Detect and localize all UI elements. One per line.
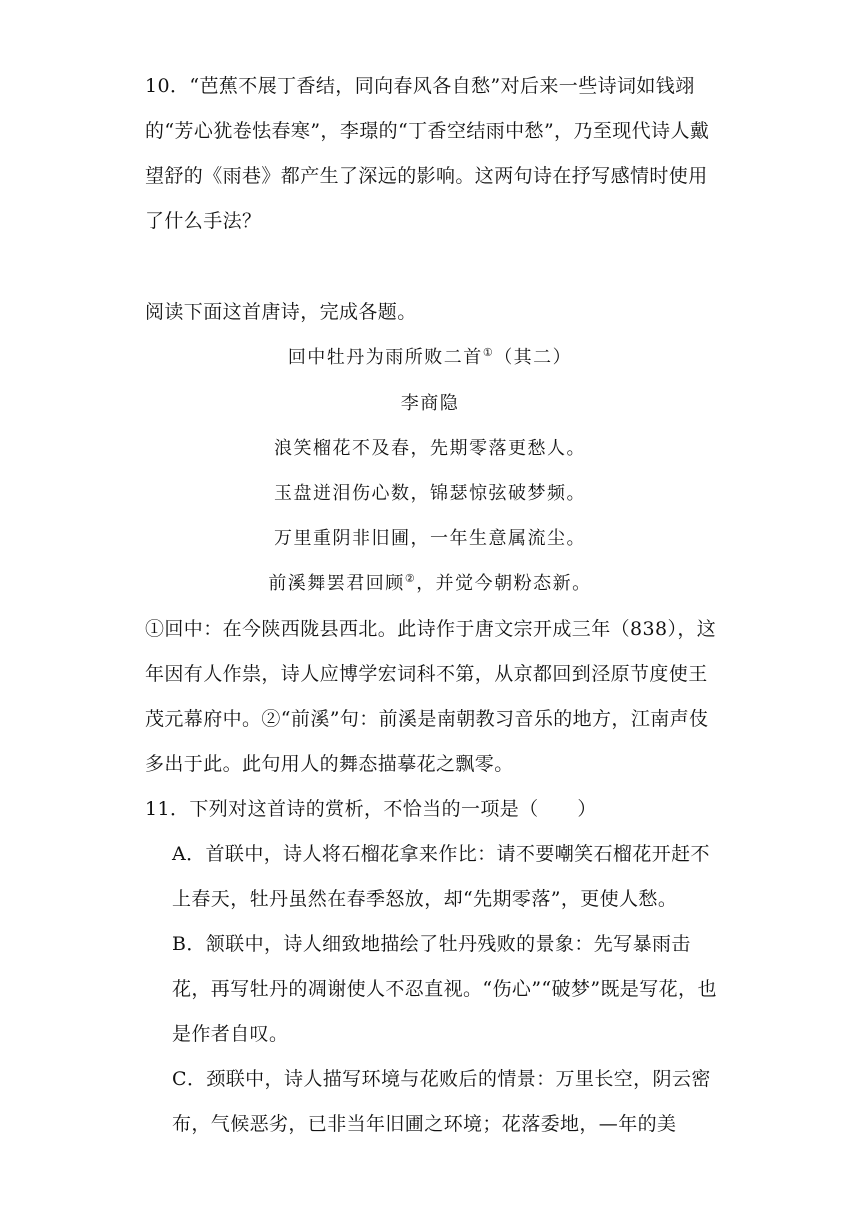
poem-line-3: 万里重阴非旧圃，一年生意属流尘。: [274, 528, 586, 549]
poem-author: 李商隐: [400, 393, 460, 414]
question-10: 10．“芭蕉不展丁香结，同向春风各自愁”对后来一些诗词如钱翊的“芳心犹卷怯春寒”，李璟的“丁香空结雨中愁”，乃至现代诗人戴望舒的《雨巷》都产生了深远的影响。这两句诗在抒写感情时使用了什么手法？: [145, 75, 710, 232]
question-11-option-a: A．首联中，诗人将石榴花拿来作比：请不要嘲笑石榴花开赶不上春天，牡丹虽然在春季怒放，却“先期零落”，更使人愁。: [172, 843, 710, 910]
poem-title-suffix: （其二）: [494, 347, 573, 368]
poem-line-1: 浪笑榴花不及春，先期零落更愁人。: [274, 438, 586, 459]
poem-line-4-note-mark: ②: [404, 572, 417, 585]
question-11-option-c: C．颈联中，诗人描写环境与花败后的情景：万里长空，阴云密布，气候恶劣，已非当年旧圃之环境；花落委地，—年的美: [172, 1068, 711, 1135]
poem-title-note-mark: ①: [482, 346, 495, 359]
poem-line-4-part-b: ，并觉今朝粉态新。: [416, 573, 592, 594]
reading-instruction: 阅读下面这首唐诗，完成各题。: [145, 301, 417, 323]
poem-line-4: [0, 569, 860, 599]
question-11-option-b: B．颔联中，诗人细致地描绘了牡丹残败的景象：先写暴雨击花，再写牡丹的凋谢使人不忍直视。“伤心”“破梦”既是写花，也是作者自叹。: [172, 933, 717, 1045]
poem-line-4-part-a: 前溪舞罢君回顾: [268, 573, 405, 594]
question-11-stem: 11．下列对这首诗的赏析，不恰当的一项是（ ）: [145, 798, 597, 820]
poem-title: [0, 343, 860, 373]
poem-line-2: 玉盘迸泪伤心数，锦瑟惊弦破梦频。: [274, 483, 586, 504]
poem-notes: ①回中：在今陕西陇县西北。此诗作于唐文宗开成三年（838），这年因有人作祟，诗人应博学宏词科不第，从京都回到泾原节度使王茂元幕府中。②“前溪”句：前溪是南朝教习音乐的地方，江南声伎多出于此。此句用人的舞态描摹花之飘零。: [145, 618, 717, 775]
poem-title-text: 回中牡丹为雨所败二首: [287, 347, 483, 368]
